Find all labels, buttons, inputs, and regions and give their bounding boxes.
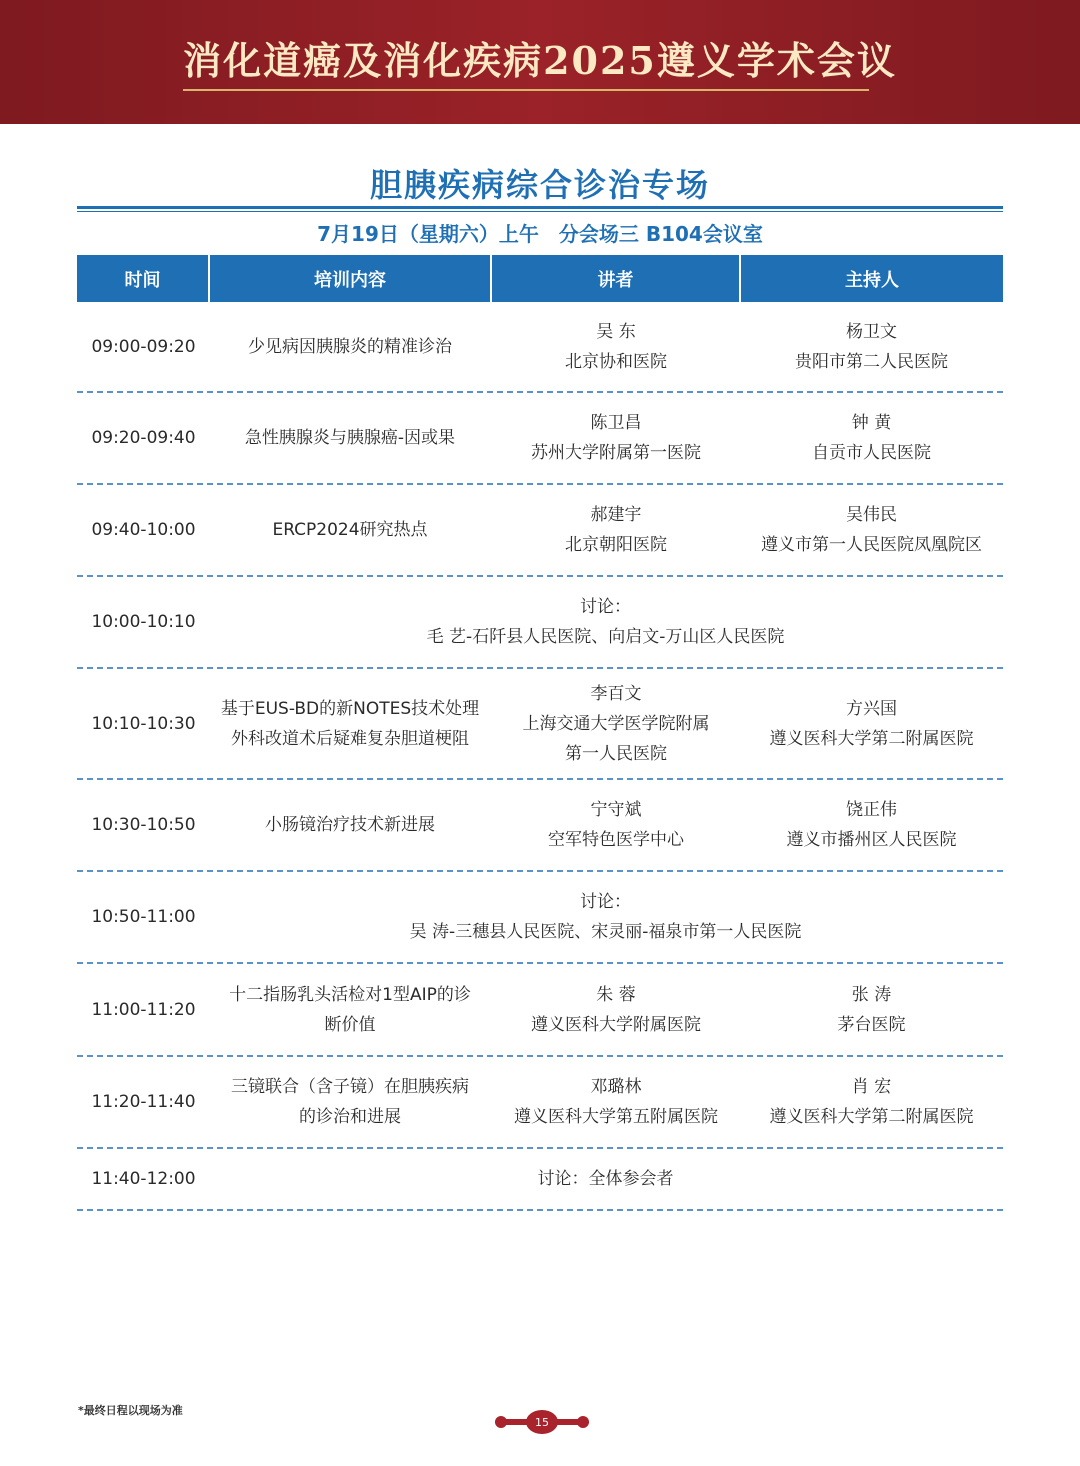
speaker-cell-line: 遵义医科大学附属医院 <box>531 1014 701 1035</box>
header-time: 时间 <box>77 255 210 302</box>
footnote: *最终日程以现场为准 <box>78 1404 183 1417</box>
time-cell: 10:50-11:00 <box>91 907 196 927</box>
table-row <box>77 302 1003 393</box>
speaker-cell <box>492 317 740 377</box>
host-cell-line: 遵义医科大学第二附属医院 <box>769 728 974 749</box>
discussion-cell <box>208 1164 1003 1194</box>
discussion-cell <box>208 887 1003 947</box>
header-topic: 培训内容 <box>210 255 492 302</box>
time-cell: 11:40-12:00 <box>91 1169 196 1189</box>
host-cell <box>740 408 1003 468</box>
schedule-table-body <box>77 302 1003 1211</box>
host-cell-line: 茅台医院 <box>837 1014 906 1035</box>
speaker-cell-line: 遵义医科大学第五附属医院 <box>514 1107 718 1127</box>
table-row <box>77 1149 1003 1211</box>
speaker-cell-line: 北京朝阳医院 <box>565 535 667 555</box>
schedule-table-header <box>77 255 1003 302</box>
header-speaker: 讲者 <box>492 255 741 302</box>
time-cell: 09:40-10:00 <box>91 520 196 540</box>
table-row <box>77 485 1003 577</box>
topic-cell <box>208 515 492 545</box>
speaker-cell-line: 吴 东 <box>596 321 636 342</box>
topic-cell-line: 三镜联合（含子镜）在胆胰疾病 <box>231 1077 469 1097</box>
speaker-cell-line: 苏州大学附属第一医院 <box>531 443 701 463</box>
table-row <box>77 669 1003 780</box>
table-row <box>77 577 1003 669</box>
table-row <box>77 780 1003 872</box>
speaker-cell-line: 空军特色医学中心 <box>548 830 684 850</box>
time-cell: 10:00-10:10 <box>91 612 196 632</box>
speaker-cell <box>492 1072 740 1132</box>
topic-cell <box>208 980 492 1040</box>
time-cell: 10:30-10:50 <box>91 815 196 835</box>
speaker-cell-line: 李百文 <box>590 683 642 704</box>
topic-cell-line: 的诊治和进展 <box>299 1107 401 1127</box>
speaker-cell-line: 北京协和医院 <box>565 351 667 372</box>
table-row <box>77 964 1003 1057</box>
host-cell-line: 遵义医科大学第二附属医院 <box>769 1107 974 1127</box>
topic-cell-line: ERCP2024研究热点 <box>272 520 428 540</box>
session-info: 7月19日（星期六）上午 分会场三 B104会议室 <box>317 222 763 246</box>
table-row <box>77 393 1003 485</box>
topic-cell <box>208 332 492 362</box>
topic-cell-line: 外科改道术后疑难复杂胆道梗阻 <box>231 728 469 749</box>
topic-cell-line: 断价值 <box>324 1014 376 1035</box>
speaker-cell-line: 陈卫昌 <box>590 413 642 433</box>
topic-cell <box>208 1072 492 1132</box>
discussion-cell-line: 讨论： <box>580 597 631 617</box>
host-cell-line: 钟 黄 <box>851 413 892 433</box>
speaker-cell-line: 宁守斌 <box>590 800 642 820</box>
host-cell <box>740 1072 1003 1132</box>
speaker-cell <box>492 408 740 468</box>
host-cell <box>740 795 1003 855</box>
discussion-cell <box>208 592 1003 652</box>
speaker-cell <box>492 679 740 769</box>
topic-cell-line: 急性胰腺炎与胰腺癌-因或果 <box>244 428 456 448</box>
conference-title: 消化道癌及消化疾病2025遵义学术会议 <box>183 38 897 83</box>
session-title: 胆胰疾病综合诊治专场 <box>369 166 710 204</box>
discussion-cell-line: 毛 艺-石阡县人民医院、向启文-万山区人民医院 <box>426 627 785 647</box>
header-host: 主持人 <box>741 255 1003 302</box>
speaker-cell <box>492 500 740 560</box>
host-cell <box>740 500 1003 560</box>
host-cell-line: 自贡市人民医院 <box>812 443 931 463</box>
host-cell-line: 饶正伟 <box>846 800 897 820</box>
speaker-cell <box>492 980 740 1040</box>
speaker-cell <box>492 795 740 855</box>
topic-cell <box>208 694 492 754</box>
discussion-cell-line: 讨论： <box>580 892 631 912</box>
table-row <box>77 1057 1003 1149</box>
time-cell: 11:00-11:20 <box>91 999 196 1020</box>
discussion-cell-line: 讨论：全体参会者 <box>537 1169 674 1189</box>
host-cell <box>740 980 1003 1040</box>
speaker-cell-line: 第一人民医院 <box>565 743 667 764</box>
topic-cell-line: 基于EUS-BD的新NOTES技术处理 <box>220 698 480 719</box>
topic-cell-line: 小肠镜治疗技术新进展 <box>265 815 435 835</box>
host-cell-line: 杨卫文 <box>846 321 897 342</box>
banner-underline <box>183 89 869 91</box>
topic-cell-line: 少见病因胰腺炎的精准诊治 <box>248 336 452 357</box>
host-cell-line: 贵阳市第二人民医院 <box>795 351 948 372</box>
discussion-cell-line: 吴 涛-三穗县人民医院、宋灵丽-福泉市第一人民医院 <box>409 922 802 942</box>
title-divider <box>77 206 1003 212</box>
speaker-cell-line: 上海交通大学医学院附属 <box>522 713 710 734</box>
host-cell-line: 吴伟民 <box>846 505 897 525</box>
host-cell-line: 方兴国 <box>846 698 897 719</box>
time-cell: 09:20-09:40 <box>91 428 196 448</box>
page-number: 15 <box>535 1416 549 1429</box>
page-number-badge <box>495 1410 589 1434</box>
time-cell: 09:00-09:20 <box>91 336 196 357</box>
topic-cell-line: 十二指肠乳头活检对1型AIP的诊 <box>229 984 471 1005</box>
host-cell-line: 遵义市播州区人民医院 <box>786 830 957 850</box>
host-cell-line: 遵义市第一人民医院凤凰院区 <box>761 535 982 555</box>
host-cell-line: 肖 宏 <box>851 1077 892 1097</box>
host-cell <box>740 317 1003 377</box>
speaker-cell-line: 邓璐林 <box>590 1077 642 1097</box>
speaker-cell-line: 朱 蓉 <box>596 984 636 1005</box>
topic-cell <box>208 810 492 840</box>
topic-cell <box>208 423 492 453</box>
header-banner <box>0 0 1080 124</box>
time-cell: 11:20-11:40 <box>91 1092 196 1112</box>
table-row <box>77 872 1003 964</box>
speaker-cell-line: 郝建宇 <box>590 505 642 525</box>
host-cell <box>740 694 1003 754</box>
time-cell: 10:10-10:30 <box>91 713 196 734</box>
host-cell-line: 张 涛 <box>851 984 892 1005</box>
